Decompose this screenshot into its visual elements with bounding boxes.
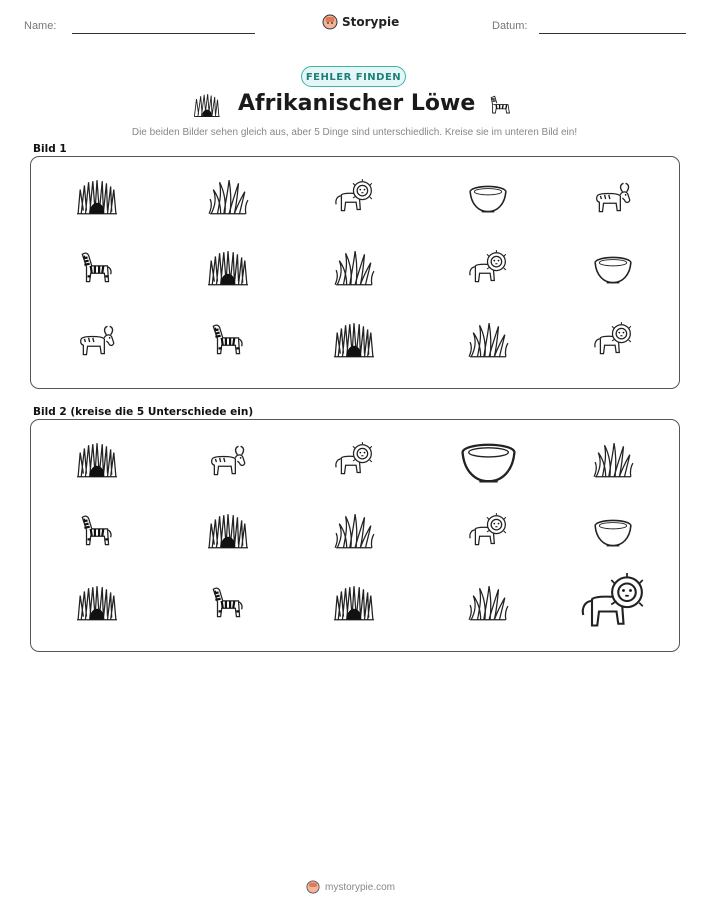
storypie-logo-icon [306, 880, 320, 894]
category-badge: FEHLER FINDEN [301, 66, 406, 87]
name-line[interactable] [72, 33, 255, 34]
footer [306, 880, 395, 894]
bowl-icon[interactable] [592, 513, 634, 551]
grass-icon[interactable] [333, 250, 375, 288]
bowl-icon[interactable] [458, 434, 519, 489]
brand-name: Storypie [342, 15, 400, 29]
cave-icon[interactable] [207, 513, 249, 551]
lion-icon[interactable] [333, 442, 375, 480]
grass-icon[interactable] [592, 442, 634, 480]
page-title: Afrikanischer Löwe [238, 91, 476, 116]
wildebeest-icon[interactable] [592, 179, 634, 217]
instructions: Die beiden Bilder sehen gleich aus, aber 5 Dinge sind unterschiedlich. Kreise sie im unteren Bild ein! [131, 127, 578, 138]
footer-url[interactable]: mystorypie.com [325, 881, 396, 893]
zebra-icon [487, 93, 515, 124]
cave-icon[interactable] [333, 322, 375, 360]
zebra-icon[interactable] [207, 585, 249, 623]
cave-icon[interactable] [76, 585, 118, 623]
storypie-logo-icon [322, 14, 338, 30]
grass-icon[interactable] [333, 513, 375, 551]
lion-icon[interactable] [467, 513, 509, 551]
grass-icon[interactable] [467, 585, 509, 623]
picture2-label: Bild 2 (kreise die 5 Unterschiede ein) [33, 406, 254, 418]
zebra-icon[interactable] [207, 322, 249, 360]
lion-icon[interactable] [333, 179, 375, 217]
wildebeest-icon[interactable] [207, 442, 249, 480]
lion-icon[interactable] [467, 250, 509, 288]
date-label: Datum: [492, 20, 528, 32]
grass-icon[interactable] [467, 322, 509, 360]
bowl-icon[interactable] [467, 179, 509, 217]
wildebeest-icon[interactable] [76, 322, 118, 360]
picture1-label: Bild 1 [33, 143, 67, 155]
cave-icon[interactable] [76, 179, 118, 217]
cave-icon [193, 93, 221, 124]
zebra-icon[interactable] [76, 513, 118, 551]
cave-icon[interactable] [333, 585, 375, 623]
cave-icon[interactable] [76, 442, 118, 480]
bowl-icon[interactable] [592, 250, 634, 288]
zebra-icon[interactable] [76, 250, 118, 288]
lion-icon[interactable] [578, 573, 648, 636]
cave-icon[interactable] [207, 250, 249, 288]
name-label: Name: [24, 20, 57, 32]
date-line[interactable] [539, 33, 686, 34]
lion-icon[interactable] [592, 322, 634, 360]
brand-logo [322, 14, 399, 30]
grass-icon[interactable] [207, 179, 249, 217]
